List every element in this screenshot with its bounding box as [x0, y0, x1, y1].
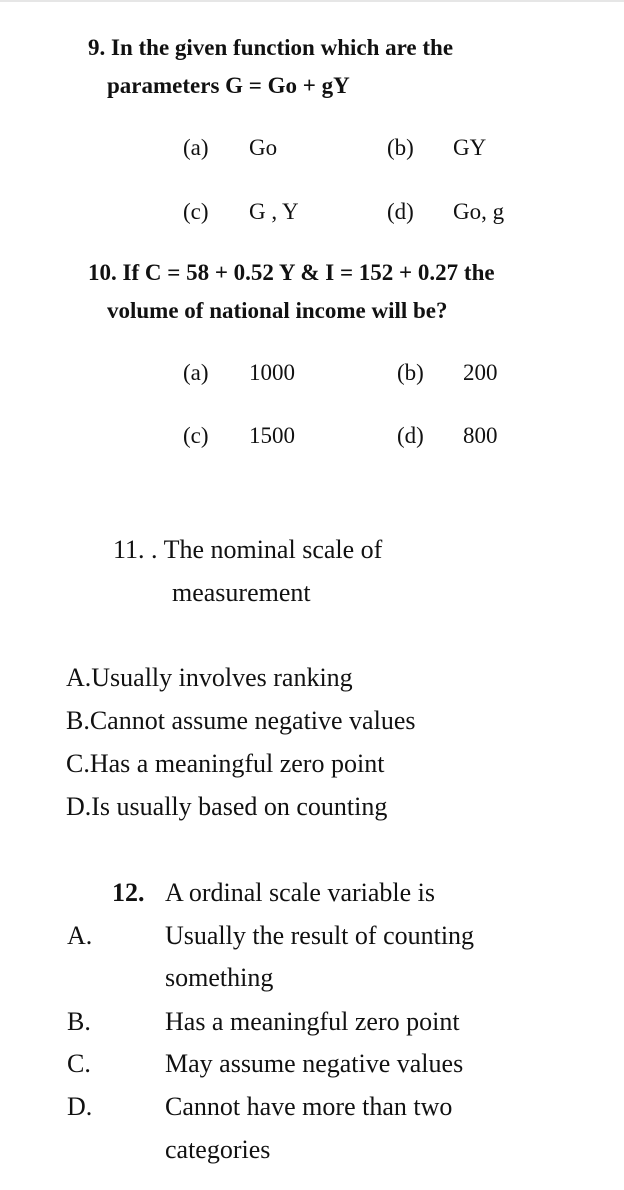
q12-option-a-label: A. [67, 921, 93, 950]
q11-option-b: B.Cannot assume negative values [66, 706, 416, 735]
q11-stem-line2: measurement [172, 578, 311, 607]
q10-option-c-text: 1500 [249, 423, 295, 448]
q9-option-d-label: (d) [387, 199, 414, 224]
q12-option-b-line1: Has a meaningful zero point [165, 1007, 460, 1036]
q12-option-d-line2: categories [165, 1135, 271, 1164]
q9-option-b-label: (b) [387, 135, 414, 160]
q11-option-c: C.Has a meaningful zero point [66, 749, 385, 778]
q10-stem-line1: 10. If C = 58 + 0.52 Y & I = 152 + 0.27 the [88, 260, 495, 285]
q10-stem-line2: volume of national income will be? [107, 298, 448, 323]
q9-option-c-label: (c) [183, 199, 209, 224]
q12-option-a-line2: something [165, 963, 274, 992]
q12-option-d-line1: Cannot have more than two [165, 1092, 453, 1121]
q10-option-b-text: 200 [463, 360, 498, 385]
q10-option-d-label: (d) [397, 423, 424, 448]
q12-number: 12. [112, 878, 145, 907]
q10-option-d-text: 800 [463, 423, 498, 448]
q11-option-a: A.Usually involves ranking [66, 663, 353, 692]
q9-option-a-text: Go [249, 135, 278, 160]
q12-option-d-label: D. [67, 1092, 93, 1121]
q9-option-c-text: G , Y [249, 199, 299, 224]
q11-option-d: D.Is usually based on counting [66, 792, 388, 821]
q10-option-b-label: (b) [397, 360, 424, 385]
top-divider [0, 0, 624, 2]
q10-option-a-text: 1000 [249, 360, 295, 385]
q12-option-b-label: B. [67, 1007, 91, 1036]
q11-stem-line1: 11. . The nominal scale of [113, 535, 383, 564]
q12-option-c-label: C. [67, 1049, 91, 1078]
q12-option-c-line1: May assume negative values [165, 1049, 464, 1078]
q9-stem-line1: 9. In the given function which are the [88, 35, 454, 60]
q9-stem-line2: parameters G = Go + gY [107, 73, 350, 98]
q10-option-c-label: (c) [183, 423, 209, 448]
q10-option-a-label: (a) [183, 360, 209, 385]
q9-option-a-label: (a) [183, 135, 209, 160]
q12-stem: A ordinal scale variable is [165, 878, 436, 907]
q9-option-d-text: Go, g [453, 199, 505, 224]
q12-option-a-line1: Usually the result of counting [165, 921, 475, 950]
q9-option-b-text: GY [453, 135, 487, 160]
